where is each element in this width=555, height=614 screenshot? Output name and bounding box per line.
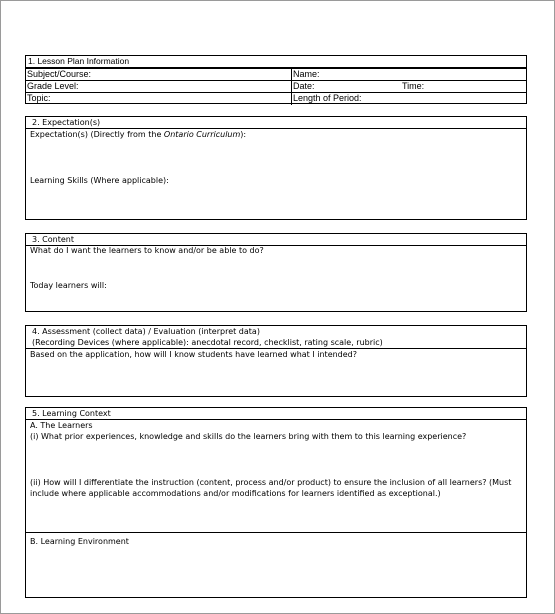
section-4-header: 4. Assessment (collect data) / Evaluation (interpret data)	[32, 327, 260, 336]
section-3-header: 3. Content	[26, 234, 526, 246]
subject-course-label: Subject/Course:	[27, 69, 92, 79]
expectations-label-prefix: Expectation(s) (Directly from the	[30, 130, 164, 139]
expectations-section	[25, 116, 527, 220]
topic-label: Topic:	[27, 93, 51, 103]
section-5-divider	[26, 532, 526, 533]
differentiation-question: (ii) How will I differentiate the instruction (content, process and/or product) to ensure the inclusion of all learners? (Must include where applicable accommodations and/or modifications for learners identified as exceptional.)	[30, 478, 512, 498]
prior-experiences-question: (i) What prior experiences, knowledge and skills do the learners bring with them to this learning experience?	[30, 432, 467, 441]
length-of-period-label: Length of Period:	[293, 93, 362, 103]
topic-row	[26, 92, 526, 105]
column-divider	[291, 93, 292, 105]
assessment-question: Based on the application, how will I know students have learned what I intended?	[30, 350, 358, 359]
section-2-header: 2. Expectation(s)	[26, 117, 526, 129]
time-label: Time:	[402, 81, 425, 91]
recording-devices-subheader: (Recording Devices (where applicable): anecdotal record, checklist, rating scale, rubric)	[26, 337, 526, 349]
content-question: What do I want the learners to know and/or be able to do?	[30, 246, 264, 255]
lesson-plan-information-table	[25, 55, 527, 104]
learning-environment-label: B. Learning Environment	[30, 537, 129, 546]
grade-level-label: Grade Level:	[27, 81, 79, 91]
expectations-label-suffix: ):	[240, 130, 247, 139]
date-label: Date:	[293, 81, 315, 91]
name-label: Name:	[293, 69, 320, 79]
content-section	[25, 233, 527, 312]
section-5-header: 5. Learning Context	[26, 408, 526, 420]
learning-context-section	[25, 407, 527, 598]
the-learners-label: A. The Learners	[30, 421, 93, 430]
assessment-section	[25, 325, 527, 397]
learning-skills-label: Learning Skills (Where applicable):	[30, 176, 169, 185]
section-1-header: 1. Lesson Plan Information	[26, 56, 526, 68]
expectations-label	[30, 129, 246, 140]
ontario-curriculum-text: Ontario Curriculum	[163, 130, 241, 139]
today-learners-label: Today learners will:	[30, 281, 107, 290]
